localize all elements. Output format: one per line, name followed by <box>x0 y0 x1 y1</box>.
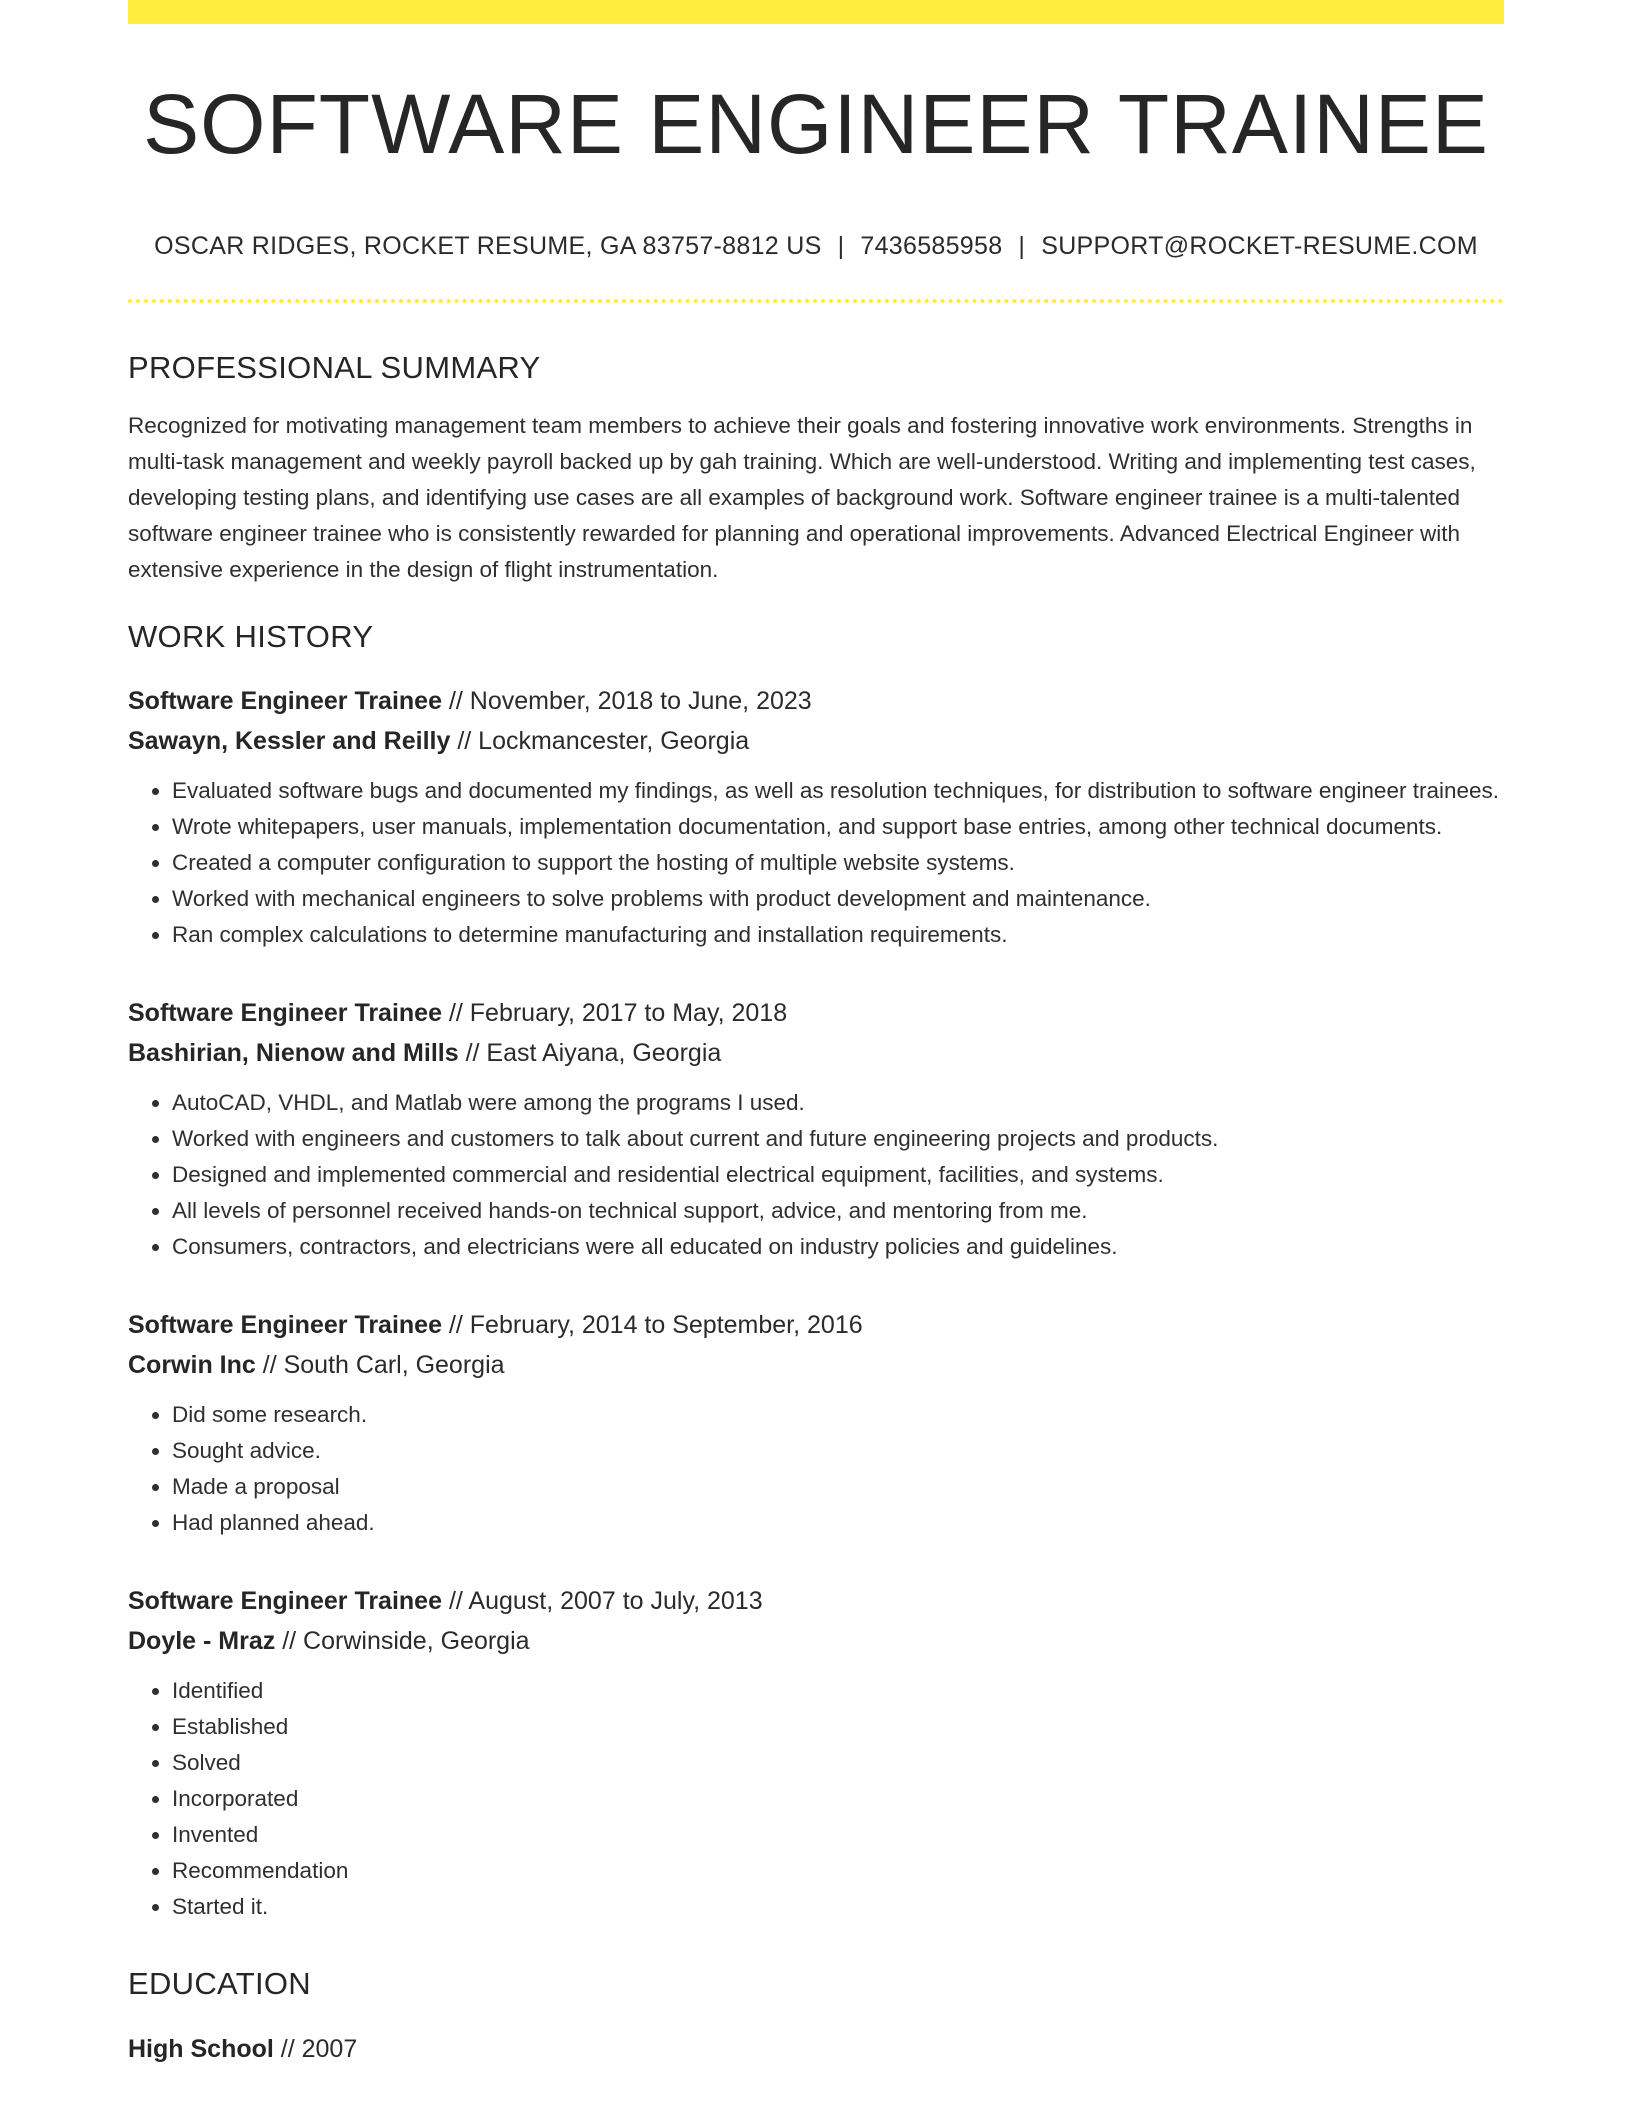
job-bullet-list <box>128 1085 1504 1265</box>
job-bullet: • Had planned ahead. <box>172 1505 1504 1541</box>
job-dates: // August, 2007 to July, 2013 <box>442 1587 763 1616</box>
job-company: Corwin Inc <box>128 1351 256 1380</box>
job-bullet-list <box>128 773 1504 953</box>
education-entry <box>128 2029 1504 2069</box>
job-bullet: • Designed and implemented commercial and residential electrical equipment, facilities, and systems. <box>172 1157 1504 1193</box>
job-bullet: • AutoCAD, VHDL, and Matlab were among the programs I used. <box>172 1085 1504 1121</box>
dotted-divider <box>128 299 1504 303</box>
job-title: Software Engineer Trainee <box>128 1587 442 1616</box>
job-company: Doyle - Mraz <box>128 1627 276 1656</box>
work-history-heading: WORK HISTORY <box>128 619 374 655</box>
job-bullet: • Solved <box>172 1745 1504 1781</box>
job-bullet-list <box>128 1397 1504 1541</box>
job-bullet: • Invented <box>172 1817 1504 1853</box>
job-title-line <box>128 681 1504 721</box>
resume-title: SOFTWARE ENGINEER TRAINEE <box>143 77 1489 171</box>
job-title-line <box>128 1305 1504 1345</box>
job-dates: // February, 2014 to September, 2016 <box>442 1311 863 1340</box>
job-location: // Lockmancester, Georgia <box>450 727 750 756</box>
education-year: // 2007 <box>273 2034 358 2063</box>
job-company-line <box>128 1033 1504 1073</box>
job-bullet: • Made a proposal <box>172 1469 1504 1505</box>
job-bullet: • Identified <box>172 1673 1504 1709</box>
education-school: High School <box>128 2034 274 2063</box>
job-title: Software Engineer Trainee <box>128 687 442 716</box>
work-entry <box>128 993 1504 1265</box>
top-accent-bar <box>128 0 1504 24</box>
work-entry <box>128 1581 1504 1925</box>
contact-phone: 7436585958 <box>860 232 1003 260</box>
contact-email: SUPPORT@ROCKET-RESUME.COM <box>1041 232 1478 260</box>
job-title: Software Engineer Trainee <box>128 999 442 1028</box>
job-bullet: • Created a computer configuration to support the hosting of multiple website systems. <box>172 845 1504 881</box>
job-title-line <box>128 1581 1504 1621</box>
job-dates: // February, 2017 to May, 2018 <box>442 999 788 1028</box>
job-title: Software Engineer Trainee <box>128 1311 442 1340</box>
work-entry <box>128 681 1504 953</box>
job-bullet: • Sought advice. <box>172 1433 1504 1469</box>
summary-heading: PROFESSIONAL SUMMARY <box>128 350 541 385</box>
contact-line <box>128 234 1504 259</box>
job-company: Bashirian, Nienow and Mills <box>128 1039 459 1068</box>
job-bullet: • All levels of personnel received hands-on technical support, advice, and mentoring from me. <box>172 1193 1504 1229</box>
job-company-line <box>128 1621 1504 1661</box>
job-bullet: • Wrote whitepapers, user manuals, implementation documentation, and support base entries, among other technical documents. <box>172 809 1504 845</box>
job-bullet-list <box>128 1673 1504 1925</box>
contact-address: OSCAR RIDGES, ROCKET RESUME, GA 83757-8812 US <box>154 232 822 260</box>
job-location: // East Aiyana, Georgia <box>458 1039 722 1068</box>
job-dates: // November, 2018 to June, 2023 <box>442 687 812 716</box>
job-bullet: • Consumers, contractors, and electricians were all educated on industry policies and guidelines. <box>172 1229 1504 1265</box>
resume-page <box>128 0 1504 2069</box>
job-company-line <box>128 721 1504 761</box>
job-location: // South Carl, Georgia <box>255 1351 505 1380</box>
job-bullet: • Evaluated software bugs and documented my findings, as well as resolution techniques, for distribution to software engineer trainees. <box>172 773 1504 809</box>
education-list <box>128 2029 1504 2069</box>
job-title-line <box>128 993 1504 1033</box>
work-history-list <box>128 681 1504 1925</box>
job-bullet: • Incorporated <box>172 1781 1504 1817</box>
job-company: Sawayn, Kessler and Reilly <box>128 727 451 756</box>
job-company-line <box>128 1345 1504 1385</box>
education-heading: EDUCATION <box>128 1966 311 2002</box>
contact-separator: | <box>1018 232 1026 260</box>
job-bullet: • Started it. <box>172 1889 1504 1925</box>
job-bullet: • Worked with mechanical engineers to solve problems with product development and maintenance. <box>172 881 1504 917</box>
work-entry <box>128 1305 1504 1541</box>
contact-separator: | <box>837 232 845 260</box>
summary-text: Recognized for motivating management team members to achieve their goals and fostering innovative work environments. Strengths in multi-task management and weekly payroll backed up by gah training. Which are well-understood. Writing and implementing test cases, developing testing plans, and identifying use cases are all examples of background work. Software engineer trainee is a multi-talented software engineer trainee who is consistently rewarded for planning and operational improvements. Advanced Electrical Engineer with extensive experience in the design of flight instrumentation. <box>128 413 1476 583</box>
job-bullet: • Did some research. <box>172 1397 1504 1433</box>
job-bullet: • Established <box>172 1709 1504 1745</box>
job-bullet: • Ran complex calculations to determine manufacturing and installation requirements. <box>172 917 1504 953</box>
job-bullet: • Worked with engineers and customers to talk about current and future engineering projects and products. <box>172 1121 1504 1157</box>
job-location: // Corwinside, Georgia <box>275 1627 530 1656</box>
job-bullet: • Recommendation <box>172 1853 1504 1889</box>
